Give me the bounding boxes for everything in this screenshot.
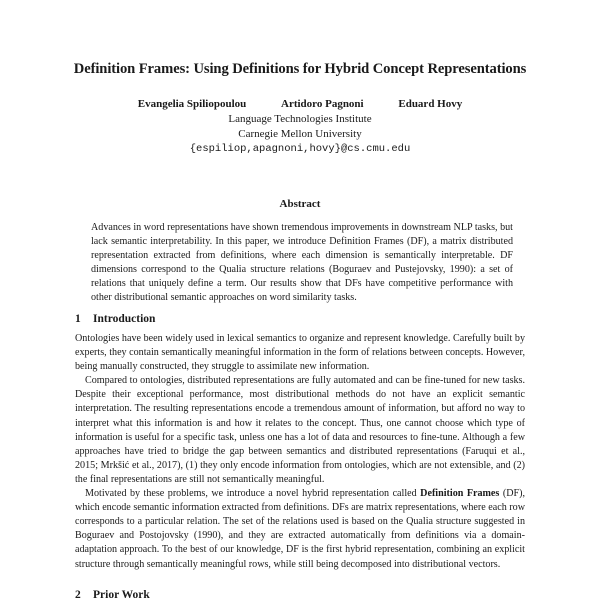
section-heading-introduction	[75, 313, 155, 325]
section-heading-prior-work	[75, 589, 150, 601]
abstract-text: Advances in word representations have shown tremendous improvements in downstream NLP tasks, but lack semantic interpretability. In this paper, we introduce Definition Frames (DF), a matrix distributed representation extracted from definitions, where each dimension is semantically interpretable. DF dimensions correspond to the Qualia structure relations (Boguraev and Pustejovsky, 1990): a set of relations that uniquely define a term. Our results show that DFs have competitive performance with other distributional semantic approaches on word similarity tasks.	[91, 222, 513, 304]
paragraph: Compared to ontologies, distributed representations are fully automated and can be fine-tuned for new tasks. Despite their exceptional performance, most distributional methods do not have an explicit semantic interpretation. The resulting representations encode a tremendous amount of information, but afford no way to interpret what this information is and how it relates to the concept. Thus, one cannot choose which type of information is useful for a specific task, unless one has a lot of data and resources to fine-tune. Although a few approaches have tried to bridge the gap between semantics and distributed representations (Faruqui et al., 2015; Mrkšić et al., 2017), (1) they only encode information from ontologies, which are not extensible, and (2) the final representations are still not semantically meaningful.	[75, 375, 525, 485]
abstract-heading: Abstract	[279, 198, 321, 210]
section-title: Introduction	[93, 313, 156, 325]
section-number: 2	[75, 589, 81, 601]
paragraph-text: (DF), which encode semantic information extracted from definitions. DFs are matrix representations, where each row corresponds to a particular relation. The set of the relations used is based on the Qualia structure suggested in Boguraev and Postojovsky (1990), and they are extracted automatically from definitions via a domain-adaptation approach. To the best of our knowledge, DF is the first hybrid representation, combining an explicit structure through semantically meaningful rows, while still being decomposed into distributional vectors.	[75, 488, 525, 570]
author-list	[0, 98, 600, 110]
affiliation-university: Carnegie Mellon University	[238, 128, 362, 140]
author-email: {espiliop,apagnoni,hovy}@cs.cmu.edu	[189, 143, 411, 155]
paragraph-text: Motivated by these problems, we introduce a novel hybrid representation called	[85, 488, 421, 500]
introduction-body	[75, 332, 525, 572]
author-name: Evangelia Spiliopoulou	[137, 98, 247, 110]
emphasized-term: Definition Frames	[420, 488, 500, 500]
section-title: Prior Work	[93, 589, 150, 601]
paragraph: Ontologies have been widely used in lexical semantics to organize and represent knowledge. Carefully built by experts, they contain semantically meaningful information in the form of relations between concepts. However, being manually constructed, they struggle to assimilate new information.	[75, 333, 525, 373]
paper-title: Definition Frames: Using Definitions for Hybrid Concept Representations	[73, 61, 527, 77]
author-name: Eduard Hovy	[398, 98, 463, 110]
affiliation-institute: Language Technologies Institute	[228, 113, 372, 125]
paragraph	[75, 487, 525, 572]
section-number: 1	[75, 313, 81, 325]
author-name: Artidoro Pagnoni	[281, 98, 364, 110]
